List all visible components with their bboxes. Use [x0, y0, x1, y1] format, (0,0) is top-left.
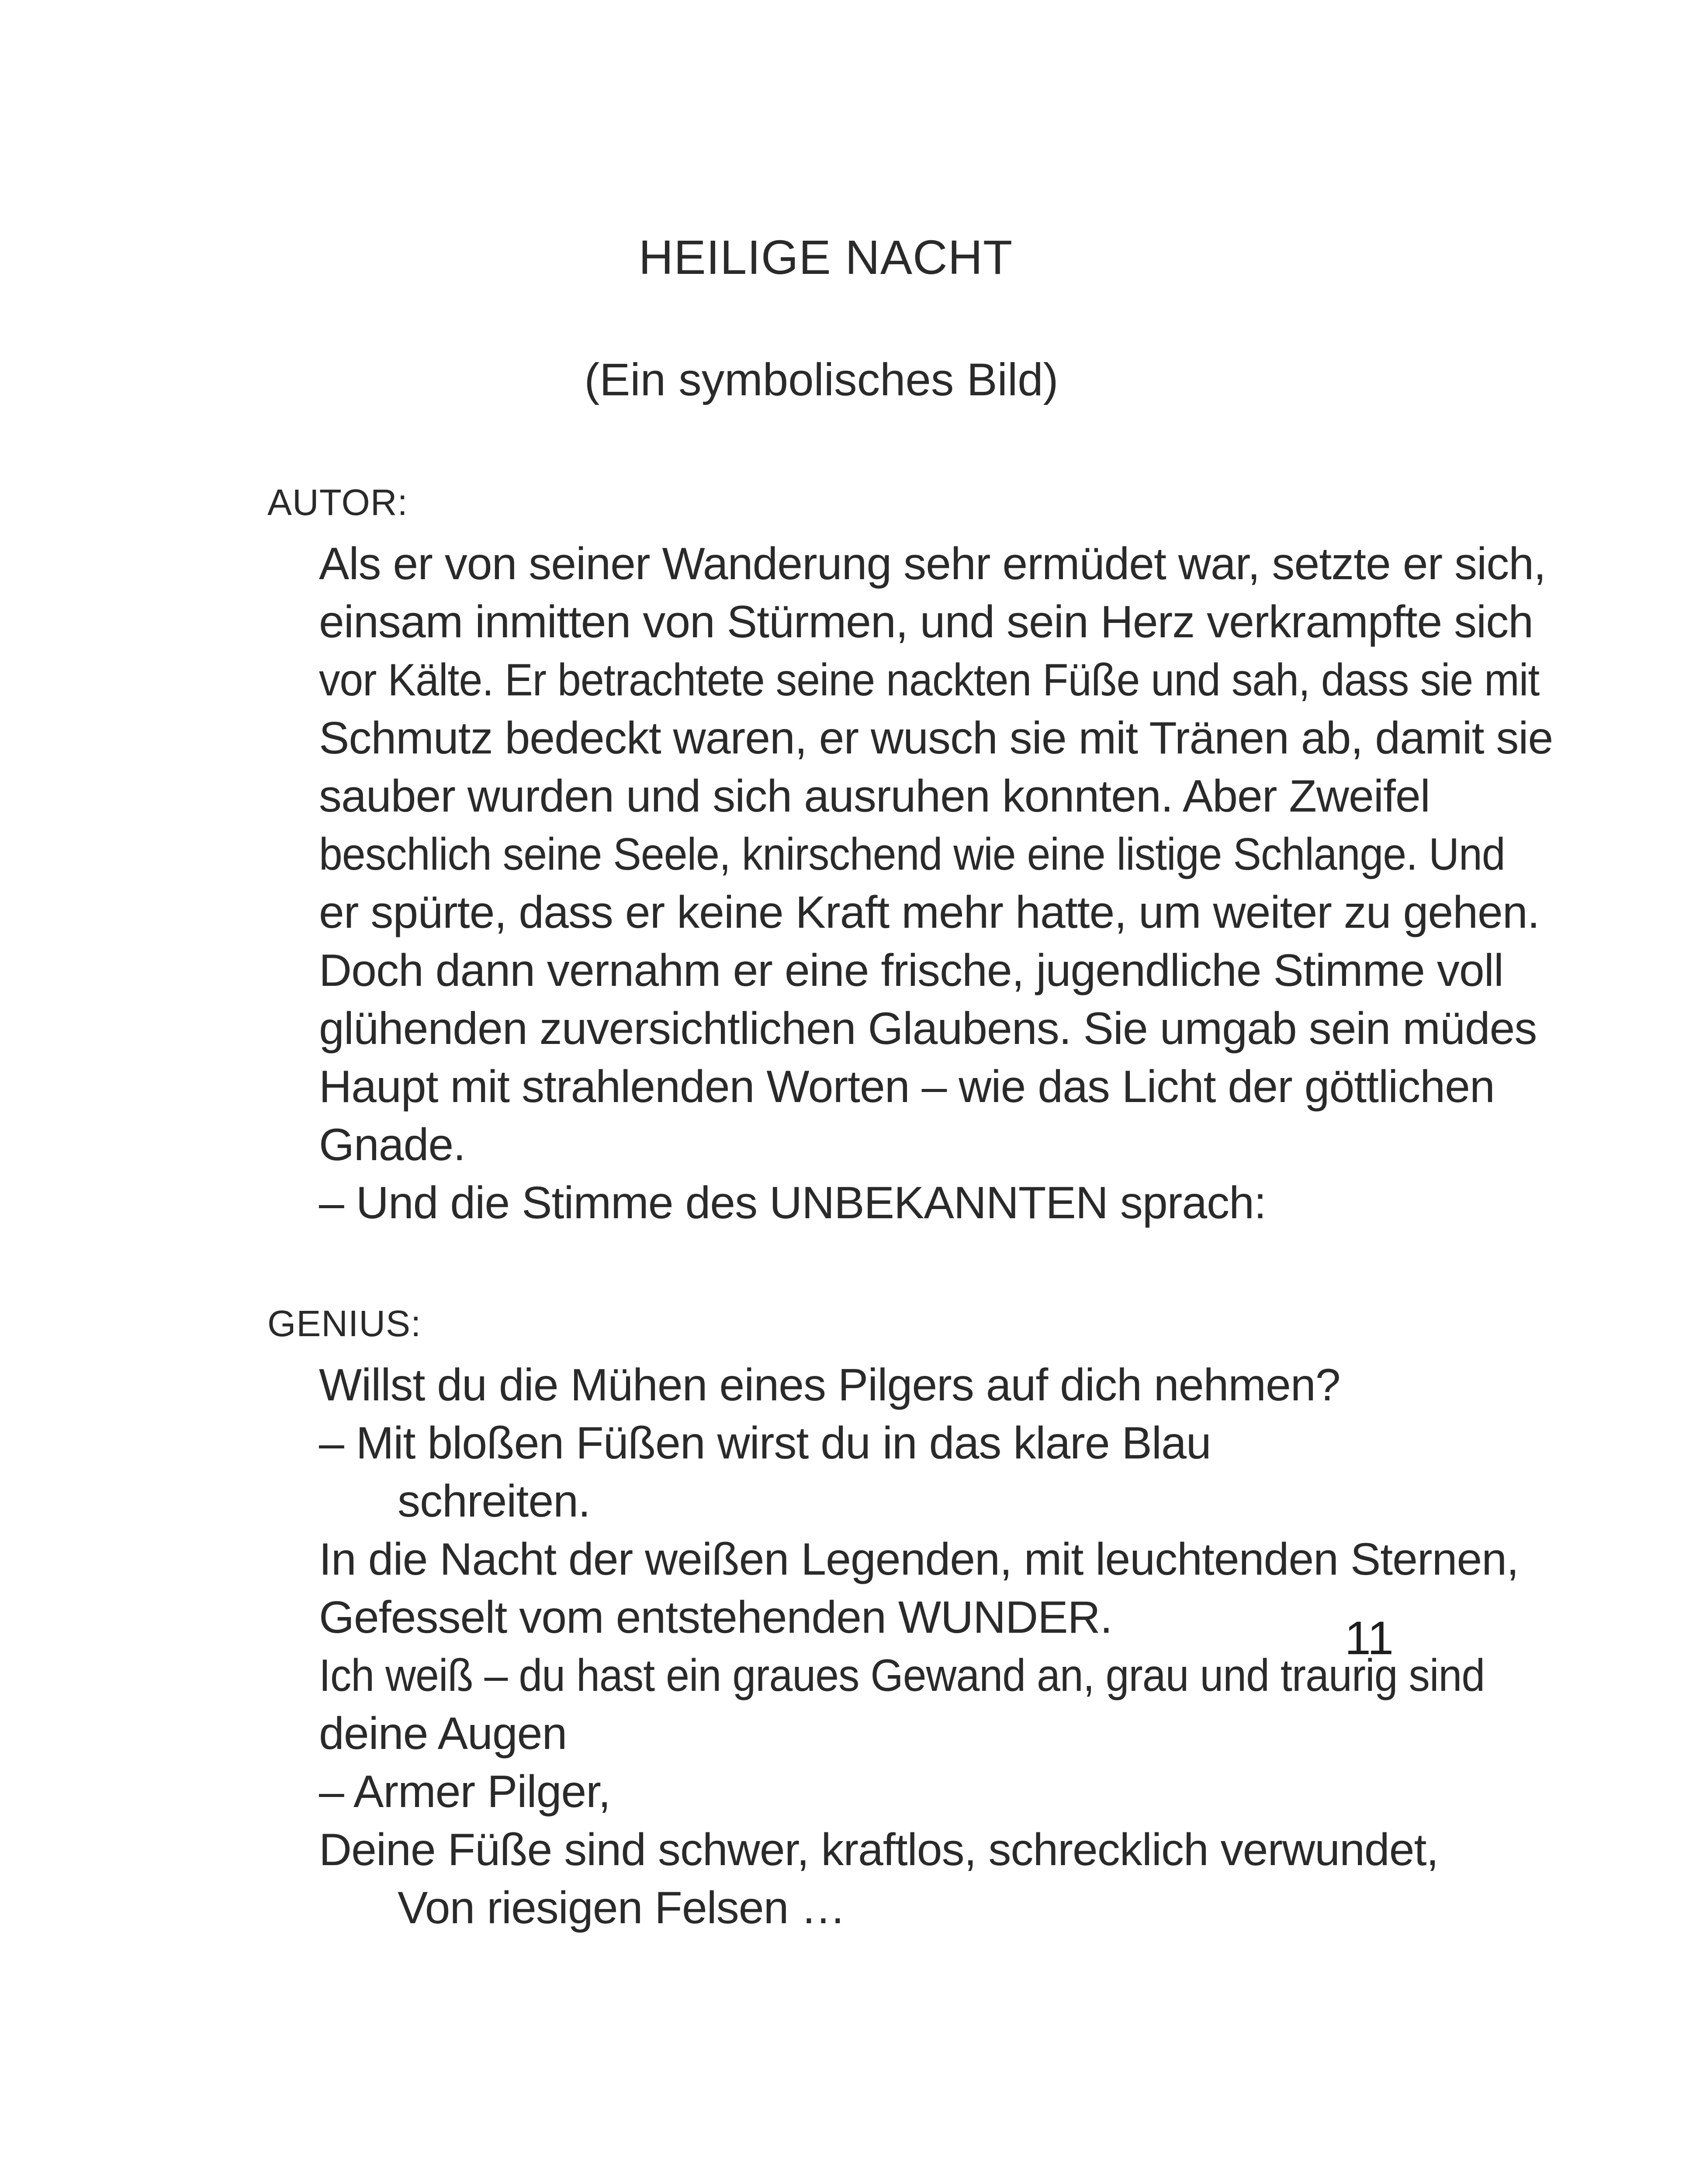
- verse-line: Gefesselt vom entstehenden WUNDER.: [319, 1592, 1112, 1643]
- page-subtitle: (Ein symbolisches Bild): [584, 354, 1059, 405]
- text-line: – Und die Stimme des UNBEKANNTEN sprach:: [319, 1178, 1266, 1228]
- verse-line: Deine Füße sind schwer, kraftlos, schrecklich verwundet,: [319, 1825, 1439, 1875]
- verse-line: deine Augen: [319, 1708, 567, 1759]
- autor-passage: [319, 535, 1553, 1232]
- text-line: vor Kälte. Er betrachtete seine nackten Füße und sah, dass sie mit: [319, 655, 1540, 705]
- text-line: einsam inmitten von Stürmen, und sein Herz verkrampfte sich: [319, 597, 1533, 647]
- text-line: Schmutz bedeckt waren, er wusch sie mit Tränen ab, damit sie: [319, 713, 1553, 764]
- speaker-label-genius: GENIUS:: [267, 1303, 422, 1344]
- genius-passage: [319, 1356, 1519, 1937]
- verse-line: Ich weiß – du hast ein graues Gewand an, grau und traurig sind: [319, 1650, 1485, 1701]
- verse-line: Willst du die Mühen eines Pilgers auf dich nehmen?: [319, 1360, 1340, 1410]
- text-line: glühenden zuversichtlichen Glaubens. Sie umgab sein müdes: [319, 1003, 1537, 1054]
- text-line: Doch dann vernahm er eine frische, jugendliche Stimme voll: [319, 945, 1503, 996]
- text-line: Haupt mit strahlenden Worten – wie das Licht der göttlichen: [319, 1061, 1495, 1112]
- verse-line: schreiten.: [398, 1476, 590, 1527]
- text-line: beschlich seine Seele, knirschend wie eine listige Schlange. Und: [319, 829, 1505, 880]
- verse-line: In die Nacht der weißen Legenden, mit leuchtenden Sternen,: [319, 1534, 1519, 1585]
- text-line: Als er von seiner Wanderung sehr ermüdet war, setzte er sich,: [319, 539, 1546, 589]
- page-number: 11: [1344, 1611, 1394, 1664]
- verse-line: Von riesigen Felsen …: [398, 1883, 846, 1933]
- speaker-label-autor: AUTOR:: [267, 482, 408, 523]
- verse-line: – Armer Pilger,: [319, 1766, 611, 1817]
- text-line: Gnade.: [319, 1120, 466, 1170]
- text-line: sauber wurden und sich ausruhen konnten. Aber Zweifel: [319, 771, 1430, 822]
- text-line: er spürte, dass er keine Kraft mehr hatte, um weiter zu gehen.: [319, 887, 1540, 938]
- verse-line: – Mit bloßen Füßen wirst du in das klare Blau: [319, 1418, 1211, 1469]
- page-title: HEILIGE NACHT: [638, 231, 1013, 284]
